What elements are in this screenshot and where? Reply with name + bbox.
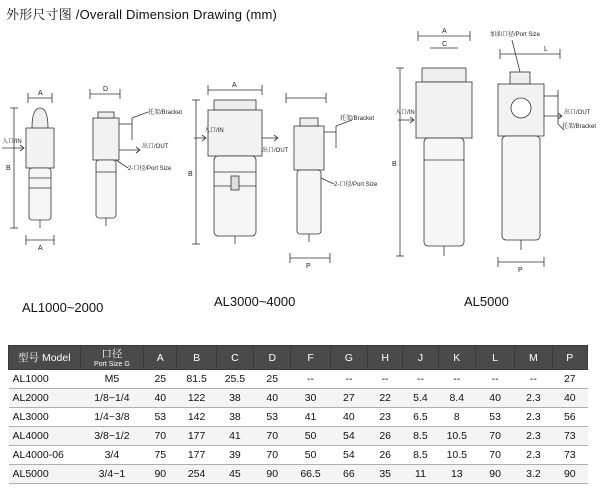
table-cell: 2.3	[515, 408, 552, 427]
column-header	[330, 346, 367, 370]
table-cell: 13	[438, 465, 475, 484]
table-cell: 41	[291, 408, 330, 427]
table-cell: 1/8~1/4	[80, 389, 144, 408]
column-header	[552, 346, 587, 370]
dim-label-b: B	[6, 165, 11, 172]
label-port-al3000: 2-口径/Port Size	[334, 182, 378, 188]
table-cell: 50	[291, 446, 330, 465]
label-bracket-al1000: 托架/Bracket	[148, 110, 183, 116]
table-cell: 177	[177, 446, 216, 465]
table-cell: 54	[330, 446, 367, 465]
table-cell: 3.2	[515, 465, 552, 484]
dim-label-a-bottom: A	[38, 245, 43, 252]
table-cell: 90	[144, 465, 177, 484]
table-cell: 40	[552, 389, 587, 408]
table-row	[9, 465, 588, 484]
table-cell: 73	[552, 446, 587, 465]
table-cell: 70	[254, 446, 291, 465]
column-header	[368, 346, 403, 370]
table-cell: 90	[254, 465, 291, 484]
model-label-al5000: AL5000	[464, 294, 509, 309]
table-row	[9, 370, 588, 389]
drawing-al5000	[396, 31, 564, 267]
table-cell: 3/4~1	[80, 465, 144, 484]
table-cell: 66	[330, 465, 367, 484]
model-label-al3000-4000: AL3000~4000	[214, 294, 296, 309]
table-cell: 11	[403, 465, 438, 484]
table-cell: 27	[330, 389, 367, 408]
table-cell: 10.5	[438, 446, 475, 465]
table-cell: --	[438, 370, 475, 389]
table-cell: 142	[177, 408, 216, 427]
label-bracket-al3000: 托架/Bracket	[340, 116, 375, 122]
table-cell: --	[368, 370, 403, 389]
table-cell: 53	[254, 408, 291, 427]
drawing-al3000-front	[192, 85, 278, 244]
table-cell: M5	[80, 370, 144, 389]
table-cell: 177	[177, 427, 216, 446]
table-cell: 23	[368, 408, 403, 427]
table-cell: --	[291, 370, 330, 389]
column-header-label: 型号 Model	[18, 352, 71, 364]
dim-label-p-al3000: P	[306, 263, 311, 270]
model-label-al1000-2000: AL1000~2000	[22, 300, 104, 315]
table-cell: 8.5	[403, 446, 438, 465]
table-cell-model: AL1000	[9, 370, 81, 389]
dim-label-a-al3000: A	[232, 82, 237, 89]
table-cell: 2.3	[515, 427, 552, 446]
label-in-al1000: 入口/IN	[2, 139, 22, 145]
column-header-label: L	[492, 351, 499, 364]
table-cell: 40	[254, 389, 291, 408]
column-header	[177, 346, 216, 370]
table-cell: 54	[330, 427, 367, 446]
label-out-al5000: 出口/OUT	[564, 110, 591, 116]
table-row	[9, 389, 588, 408]
column-header	[438, 346, 475, 370]
table-cell: 41	[216, 427, 253, 446]
table-cell: 5.4	[403, 389, 438, 408]
table-cell: 66.5	[291, 465, 330, 484]
table-cell-model: AL2000	[9, 389, 81, 408]
column-header-label: M	[529, 351, 538, 364]
table-cell: 56	[552, 408, 587, 427]
column-header	[216, 346, 253, 370]
table-cell: 8.4	[438, 389, 475, 408]
table-cell: 45	[216, 465, 253, 484]
table-row	[9, 408, 588, 427]
table-cell: 25	[254, 370, 291, 389]
dim-label-d: D	[103, 86, 109, 93]
table-cell: 8.5	[403, 427, 438, 446]
column-header-label: D	[268, 351, 277, 364]
column-header	[291, 346, 330, 370]
dim-label-b-al5000: B	[392, 161, 397, 168]
table-row	[9, 427, 588, 446]
table-cell: 38	[216, 408, 253, 427]
dim-label-c-al5000: C	[442, 41, 448, 48]
table-cell: 2.3	[515, 389, 552, 408]
table-cell: 22	[368, 389, 403, 408]
label-in-al3000: 入口/IN	[204, 128, 224, 134]
table-cell: 26	[368, 427, 403, 446]
label-refill-port-al5000: 加油口径/Port Size	[490, 32, 541, 38]
label-in-al5000: 入口/IN	[395, 110, 415, 116]
table-cell: 90	[552, 465, 587, 484]
table-cell: 53	[475, 408, 514, 427]
dim-label-b-al3000: B	[188, 171, 193, 178]
column-header	[515, 346, 552, 370]
table-cell: 122	[177, 389, 216, 408]
table-cell: --	[475, 370, 514, 389]
column-header	[9, 346, 81, 370]
table-cell: 3/8~1/2	[80, 427, 144, 446]
column-header	[254, 346, 291, 370]
table-cell: 8	[438, 408, 475, 427]
table-row	[9, 446, 588, 465]
table-cell: 40	[144, 389, 177, 408]
column-header-sublabel: Port Size G	[93, 361, 130, 368]
label-out-al1000: 出口/OUT	[142, 144, 169, 150]
table-cell: --	[330, 370, 367, 389]
column-header	[475, 346, 514, 370]
dim-label-a-top: A	[38, 90, 43, 97]
table-cell: 40	[475, 389, 514, 408]
label-port-al1000: 2-口径/Port Size	[128, 166, 172, 172]
column-header-label: A	[156, 351, 164, 364]
table-cell: 254	[177, 465, 216, 484]
table-cell: --	[515, 370, 552, 389]
column-header-label: F	[307, 351, 314, 364]
table-cell-model: AL3000	[9, 408, 81, 427]
table-cell: 81.5	[177, 370, 216, 389]
column-header-label: 口径	[101, 348, 123, 360]
dim-label-p-al5000: P	[518, 267, 523, 274]
dim-label-a-al5000: A	[442, 28, 447, 35]
table-cell: 10.5	[438, 427, 475, 446]
column-header	[144, 346, 177, 370]
label-bracket-al5000: 托架/Bracket	[562, 124, 597, 130]
table-cell: 53	[144, 408, 177, 427]
table-cell-model: AL5000	[9, 465, 81, 484]
table-cell: 30	[291, 389, 330, 408]
label-out-al3000: 出口/OUT	[262, 148, 289, 154]
table-cell: 26	[368, 446, 403, 465]
column-header-label: K	[453, 351, 461, 364]
drawing-al1000-side	[90, 89, 148, 226]
table-cell: 25.5	[216, 370, 253, 389]
table-cell: 50	[291, 427, 330, 446]
spec-table-body	[9, 370, 588, 484]
table-cell: 70	[254, 427, 291, 446]
table-cell: 70	[475, 427, 514, 446]
spec-table-header	[9, 346, 588, 370]
column-header-label: G	[344, 351, 353, 364]
spec-table	[8, 345, 588, 484]
table-cell: 39	[216, 446, 253, 465]
table-cell: 1/4~3/8	[80, 408, 144, 427]
table-cell: 27	[552, 370, 587, 389]
table-cell: 70	[475, 446, 514, 465]
table-cell: 3/4	[80, 446, 144, 465]
column-header-label: B	[193, 351, 201, 364]
table-cell-model: AL4000	[9, 427, 81, 446]
table-cell: 40	[330, 408, 367, 427]
table-cell: 25	[144, 370, 177, 389]
table-cell: 75	[144, 446, 177, 465]
table-cell: 2.3	[515, 446, 552, 465]
table-cell: 73	[552, 427, 587, 446]
table-cell: 35	[368, 465, 403, 484]
table-cell-model: AL4000-06	[9, 446, 81, 465]
column-header-label: H	[381, 351, 389, 364]
table-cell: --	[403, 370, 438, 389]
table-cell: 70	[144, 427, 177, 446]
column-header-label: J	[417, 351, 424, 364]
dim-label-f-al5000: L	[544, 46, 548, 53]
column-header	[403, 346, 438, 370]
column-header-label: P	[566, 351, 574, 364]
page-title: 外形尺寸图 /Overall Dimension Drawing (mm)	[6, 7, 278, 22]
table-cell: 90	[475, 465, 514, 484]
table-cell: 38	[216, 389, 253, 408]
column-header	[80, 346, 144, 370]
table-cell: 6.5	[403, 408, 438, 427]
column-header-label: C	[231, 351, 239, 364]
